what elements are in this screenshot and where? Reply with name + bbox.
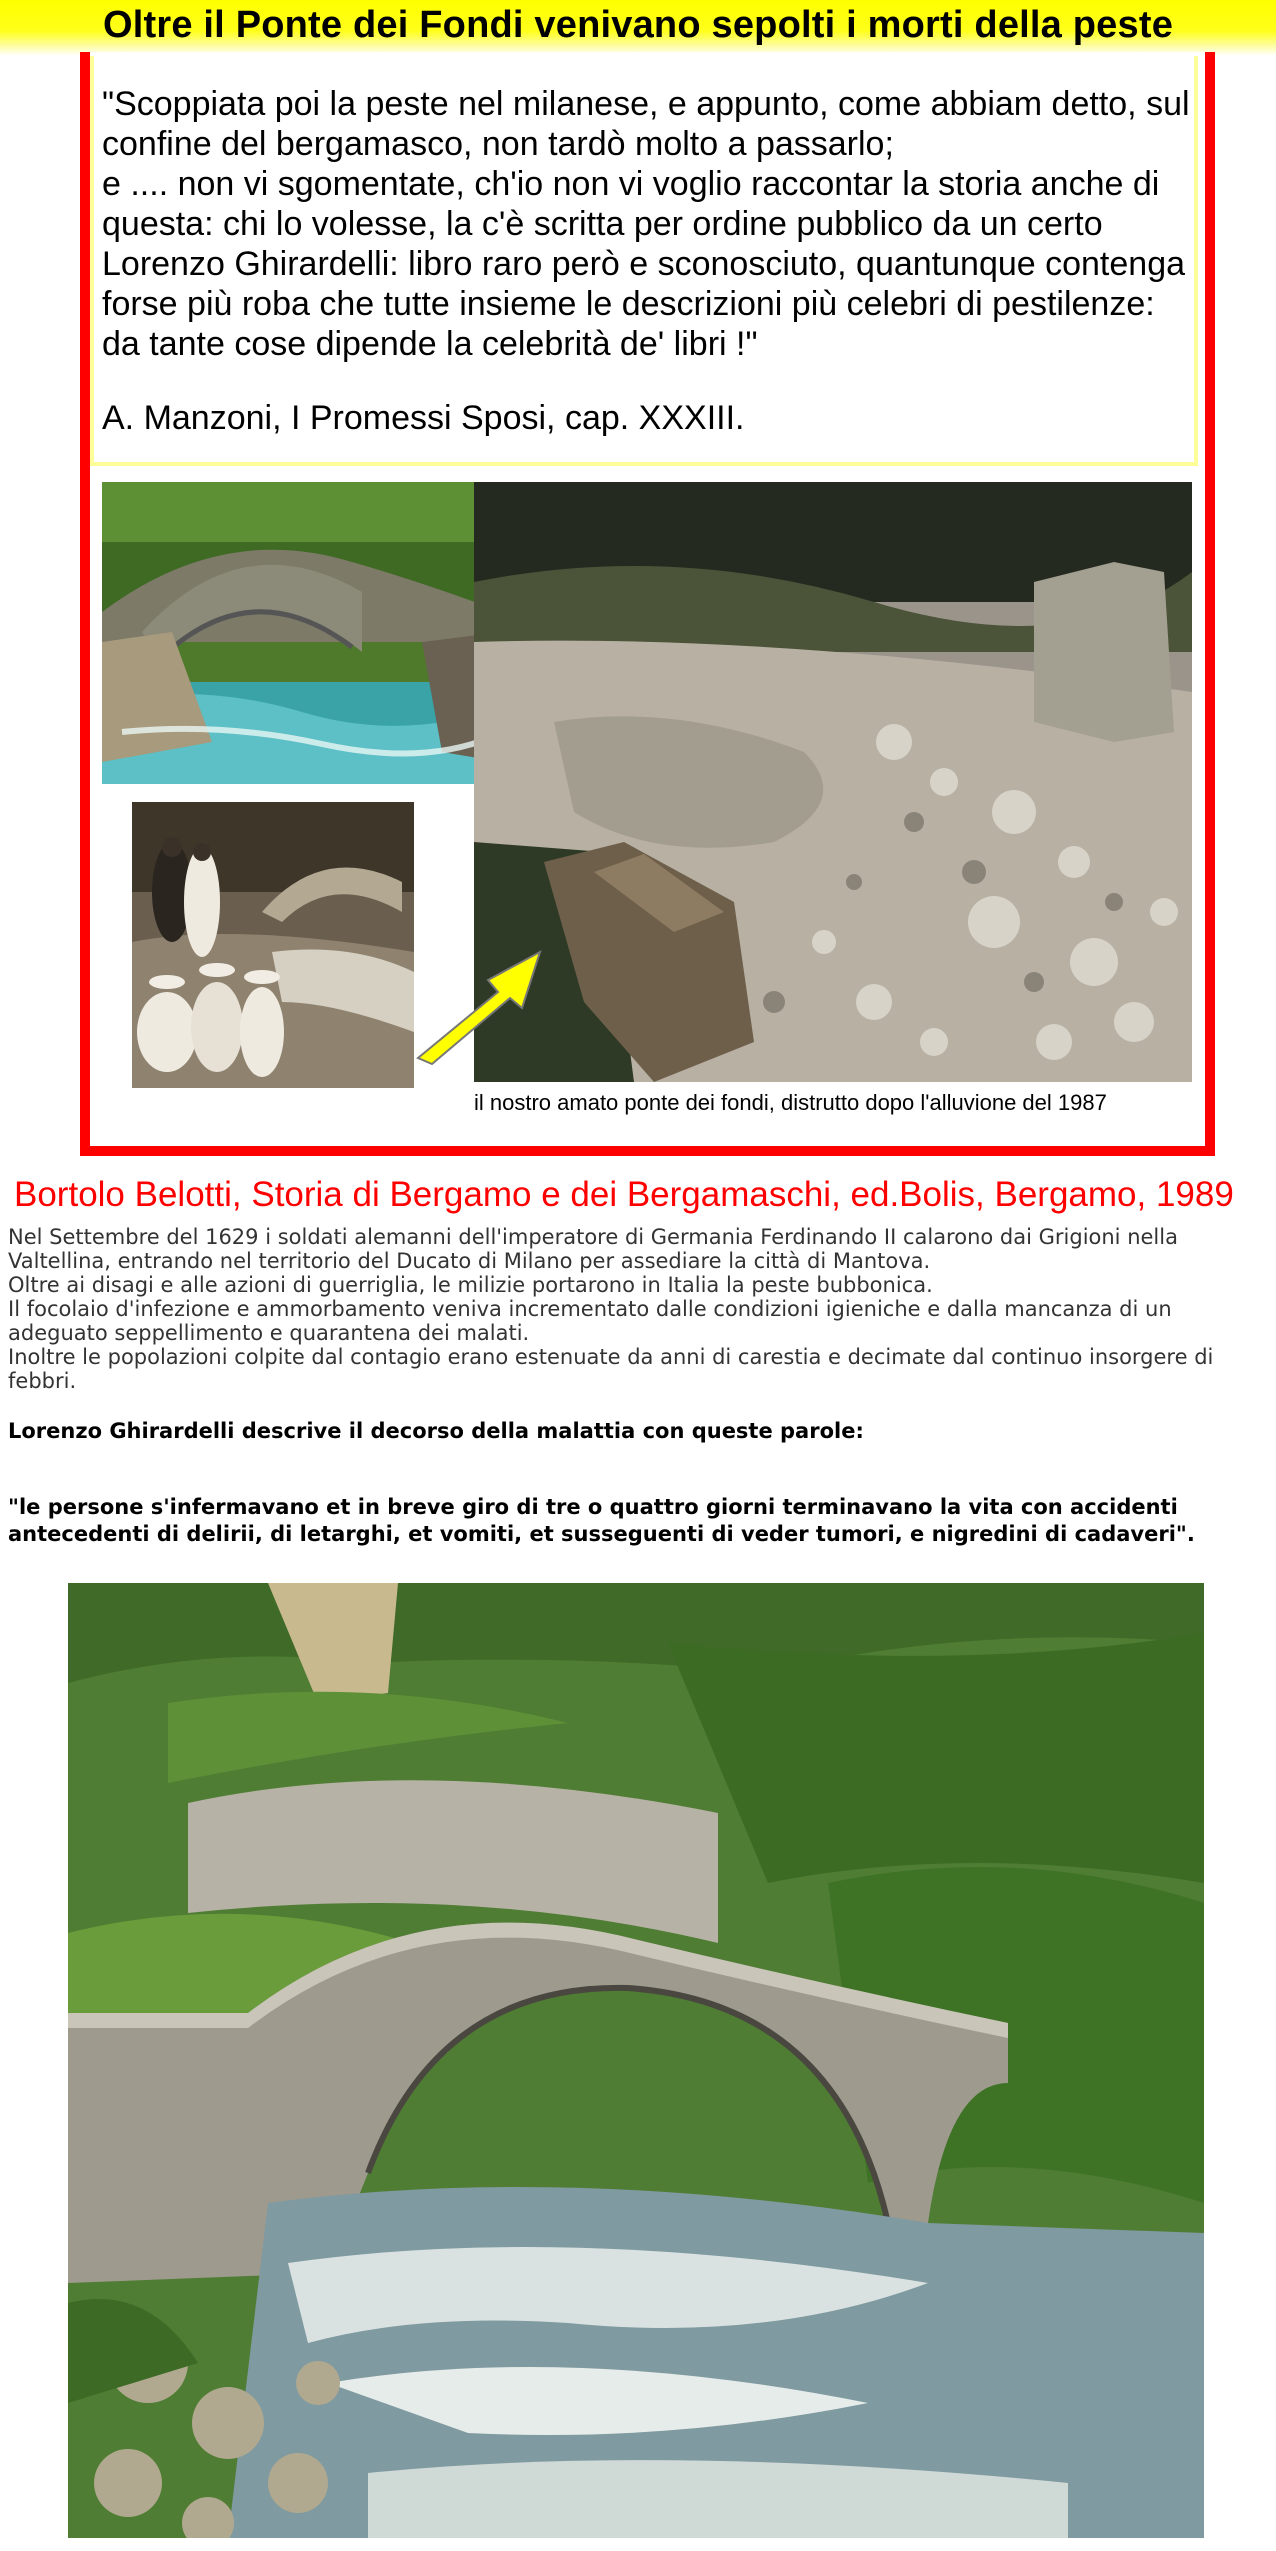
page-title: Oltre il Ponte dei Fondi venivano sepolti i morti della peste bbox=[102, 4, 1174, 46]
article-paragraph: Il focolaio d'infezione e ammorbamento veniva incrementato dalle condizioni igieniche e dalla mancanza di un adeguato seppellimento e quarantena dei malati. bbox=[8, 1297, 1172, 1345]
ghirardelli-intro: Lorenzo Ghirardelli descrive il decorso della malattia con queste parole: bbox=[8, 1419, 864, 1443]
ghirardelli-quote: "le persone s'infermavano et in breve giro di tre o quattro giorni terminavano la vita con accidenti antecedenti di delirii, di letarghi, et vomiti, et susseguenti di veder tumori, e nigredini di cadaveri". bbox=[8, 1495, 1195, 1546]
manzoni-quote: "Scoppiata poi la peste nel milanese, e appunto, come abbiam detto, sul confine del bergamasco, non tardò molto a passarlo; e .... non vi sgomentate, ch'io non vi voglio raccontar la storia anche di questa: chi lo volesse, la c'è scritta per ordine pubblico da un certo Lorenzo Ghirardelli: libro raro però e sconosciuto, quantunque contenga forse più roba che tutte insieme le descrizioni più celebri di pestilenze: da tante cose dipende la celebrità de' libri !" bbox=[102, 85, 1190, 363]
photo-caption: il nostro amato ponte dei fondi, distrutto dopo l'alluvione del 1987 bbox=[474, 1090, 1107, 1115]
destroyed-bridge-photo bbox=[474, 482, 1192, 1082]
yellow-arrow-icon bbox=[410, 940, 550, 1070]
quote-box bbox=[90, 56, 1198, 466]
article-body bbox=[8, 1225, 1273, 1393]
article-paragraph: Nel Settembre del 1629 i soldati alemanni dell'imperatore di Germania Ferdinando II calarono dai Grigioni nella Valtellina, entrando nel territorio del Ducato di Milano per assediare la città di Mantova. bbox=[8, 1225, 1178, 1273]
bridge-colour-photo bbox=[102, 482, 502, 784]
article-paragraph: Inoltre le popolazioni colpite dal contagio erano estenuate da anni di carestia e decimate dal continuo insorgere di febbri. bbox=[8, 1345, 1214, 1393]
historic-sepia-photo bbox=[132, 802, 414, 1088]
article-paragraph: Oltre ai disagi e alle azioni di guerriglia, le milizie portarono in Italia la peste bubbonica. bbox=[8, 1273, 933, 1297]
page-header bbox=[0, 0, 1276, 56]
ponte-dei-fondi-photo bbox=[68, 1583, 1204, 2538]
quote-attribution: A. Manzoni, I Promessi Sposi, cap. XXXIII. bbox=[102, 399, 745, 437]
article-heading: Bortolo Belotti, Storia di Bergamo e dei Bergamaschi, ed.Bolis, Bergamo, 1989 bbox=[14, 1175, 1234, 1214]
